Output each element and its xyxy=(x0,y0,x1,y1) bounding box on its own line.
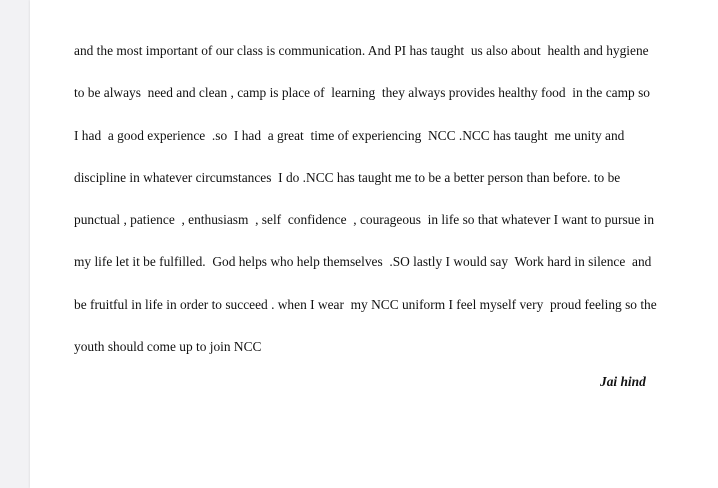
essay-line-4: discipline in whatever circumstances I do .NCC has taught me to be a better person than before. to be xyxy=(74,169,621,185)
essay-line-3: I had a good experience .so I had a great time of experiencing NCC .NCC has taught me unity and xyxy=(74,127,625,143)
essay-line-8: youth should come up to join NCC xyxy=(74,339,262,355)
essay-line-5: punctual , patience , enthusiasm , self confidence , courageous in life so that whatever I want to pursue in xyxy=(74,212,655,228)
essay-line-1: and the most important of our class is communication. And PI has taught us also about health and hygiene xyxy=(74,43,649,58)
essay-line-6: my life let it be fulfilled. God helps who help themselves .SO lastly I would say Work hard in silence and xyxy=(74,254,652,270)
signoff-text: Jai hind xyxy=(600,374,646,389)
essay-line-2: to be always need and clean , camp is place of learning they always provides healthy food in the camp so xyxy=(74,85,650,101)
essay-body xyxy=(74,37,714,375)
document-page xyxy=(30,0,718,488)
essay-line-7: be fruitful in life in order to succeed . when I wear my NCC uniform I feel myself very proud feeling so the xyxy=(74,296,657,312)
